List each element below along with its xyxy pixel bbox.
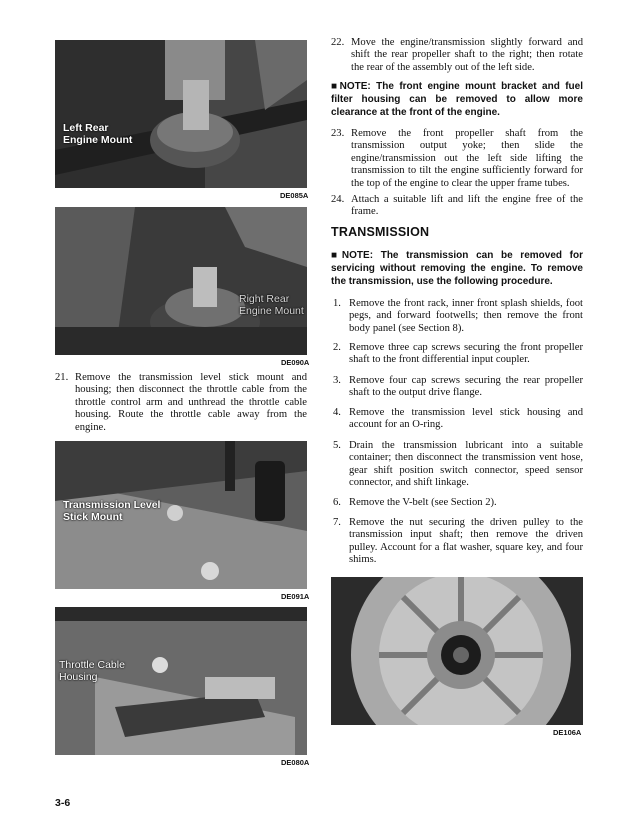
trans-step-6 [333,497,583,509]
step-text: Move the engine/transmission slightly forward and shift the rear propeller shaft to the right; then rotate the rear of the assembly out of the left side. [351,37,583,73]
photo-driven-pulley [331,577,583,725]
step-text: Remove the transmission level stick housing and account for an O-ring. [349,407,583,431]
step-text: Remove the front rack, inner front splash shields, foot pegs, and forward footwells; then remove the front body panel (see Section 8). [349,298,583,334]
step-number: 23. [331,128,345,139]
engine-mount-photo-graphic [55,40,307,188]
step-number: 21. [55,372,69,383]
trans-step-4 [333,407,583,432]
step-number: 24. [331,194,345,205]
photo-throttle-cable-housing [55,607,307,755]
figure-callout: Throttle Cable Housing [59,659,125,683]
figure-id: DE085A [280,191,309,200]
step-text: Drain the transmission lubricant into a suitable container; then disconnect the transmission vent hose, gear shift position switch connector, speed sensor connector, and shift linkage. [349,440,583,489]
step-number: 3. [333,375,341,386]
photo-transmission-level-stick-mount [55,441,307,589]
figure-callout: Right Rear Engine Mount [239,293,304,317]
step-text: Remove the V-belt (see Section 2). [349,497,497,508]
driven-pulley-graphic [331,577,583,725]
engine-mount-photo-graphic [55,207,307,355]
photo-left-rear-engine-mount [55,40,307,188]
step-number: 5. [333,440,341,451]
trans-step-1 [333,298,583,335]
figure-id: DE080A [281,758,310,767]
step-text: Attach a suitable lift and lift the engine free of the frame. [351,194,583,218]
step-text: Remove the front propeller shaft from the transmission output yoke; then slide the engine/transmission out the left side lifting the transmission to tilt the engine sufficiently forward for the top of the engine to clear the upper frame tubes. [351,128,583,189]
trans-step-3 [333,375,583,400]
figure-callout: Left Rear Engine Mount [63,122,133,146]
step-number: 4. [333,407,341,418]
figure-id: DE091A [281,592,310,601]
step-22 [331,37,583,74]
note-transmission-removal: ■NOTE: The transmission can be removed for servicing without removing the engine. To remove the transmission, use the following procedure. [331,250,583,287]
trans-step-7 [333,517,583,567]
step-number: 7. [333,517,341,528]
trans-step-5 [333,440,583,490]
step-number: 2. [333,342,341,353]
note-front-engine-mount: ■NOTE: The front engine mount bracket and fuel filter housing can be removed to allow more clearance at the front of the engine. [331,81,583,118]
step-text: Remove three cap screws securing the front propeller shaft to the front differential input coupler. [349,342,583,366]
step-text: Remove the transmission level stick mount and housing; then disconnect the throttle cable from the throttle control arm and unthread the throttle cable housing. Route the throttle cable away from the engine. [75,372,307,433]
trans-step-2 [333,342,583,367]
step-text: Remove four cap screws securing the rear propeller shaft to the output drive flange. [349,375,583,399]
step-21 [55,372,307,434]
step-text: Remove the nut securing the driven pulley to the transmission input shaft; then remove the driven pulley. Account for a flat washer, square key, and four shims. [349,517,583,566]
step-24 [331,194,583,219]
figure-id: DE106A [553,728,582,737]
step-number: 6. [333,497,341,508]
figure-callout: Transmission Level Stick Mount [63,499,161,523]
photo-right-rear-engine-mount [55,207,307,355]
page-number: 3-6 [55,797,71,809]
step-23 [331,128,583,190]
section-heading: TRANSMISSION [331,225,430,239]
figure-id: DE090A [281,358,310,367]
step-number: 1. [333,298,341,309]
step-number: 22. [331,37,345,48]
